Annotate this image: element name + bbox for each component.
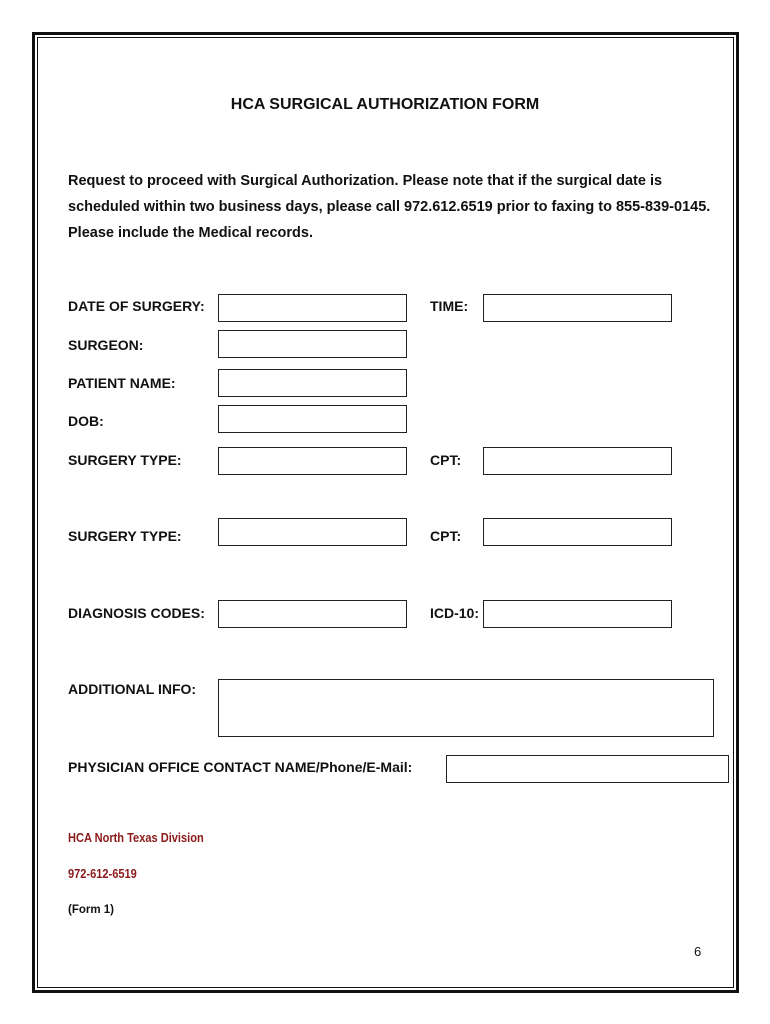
surgery-type-2-label: SURGERY TYPE:: [68, 528, 182, 544]
surgery-type-2-input[interactable]: [218, 518, 407, 546]
surgery-type-1-input[interactable]: [218, 447, 407, 475]
dob-label: DOB:: [68, 413, 104, 429]
physician-contact-label: PHYSICIAN OFFICE CONTACT NAME/Phone/E-Mail:: [68, 759, 413, 775]
division-name: HCA North Texas Division: [68, 830, 204, 845]
patient-name-label: PATIENT NAME:: [68, 375, 176, 391]
surgery-type-1-label: SURGERY TYPE:: [68, 452, 182, 468]
surgeon-label: SURGEON:: [68, 337, 144, 353]
diagnosis-codes-label: DIAGNOSIS CODES:: [68, 605, 205, 621]
time-input[interactable]: [483, 294, 672, 322]
page-number: 6: [694, 944, 702, 959]
division-phone: 972-612-6519: [68, 866, 137, 881]
dob-input[interactable]: [218, 405, 407, 433]
additional-info-label: ADDITIONAL INFO:: [68, 681, 197, 697]
surgeon-input[interactable]: [218, 330, 407, 358]
additional-info-textarea[interactable]: [218, 679, 714, 737]
diagnosis-codes-input[interactable]: [218, 600, 407, 628]
cpt-2-label: CPT:: [430, 528, 462, 544]
form-instructions: Request to proceed with Surgical Authorization. Please note that if the surgical date is scheduled within two business days, please call 972.612.6519 prior to faxing to 855-839-0145. Please include the Medical records.: [68, 173, 711, 241]
date-of-surgery-label: DATE OF SURGERY:: [68, 298, 205, 314]
time-label: TIME:: [430, 298, 469, 314]
cpt-2-input[interactable]: [483, 518, 672, 546]
form-id: (Form 1): [68, 904, 114, 916]
date-of-surgery-input[interactable]: [218, 294, 407, 322]
icd-10-input[interactable]: [483, 600, 672, 628]
cpt-1-input[interactable]: [483, 447, 672, 475]
icd-10-label: ICD-10:: [430, 605, 480, 621]
form-title: HCA SURGICAL AUTHORIZATION FORM: [230, 96, 540, 113]
physician-contact-input[interactable]: [446, 755, 729, 783]
cpt-1-label: CPT:: [430, 452, 462, 468]
patient-name-input[interactable]: [218, 369, 407, 397]
